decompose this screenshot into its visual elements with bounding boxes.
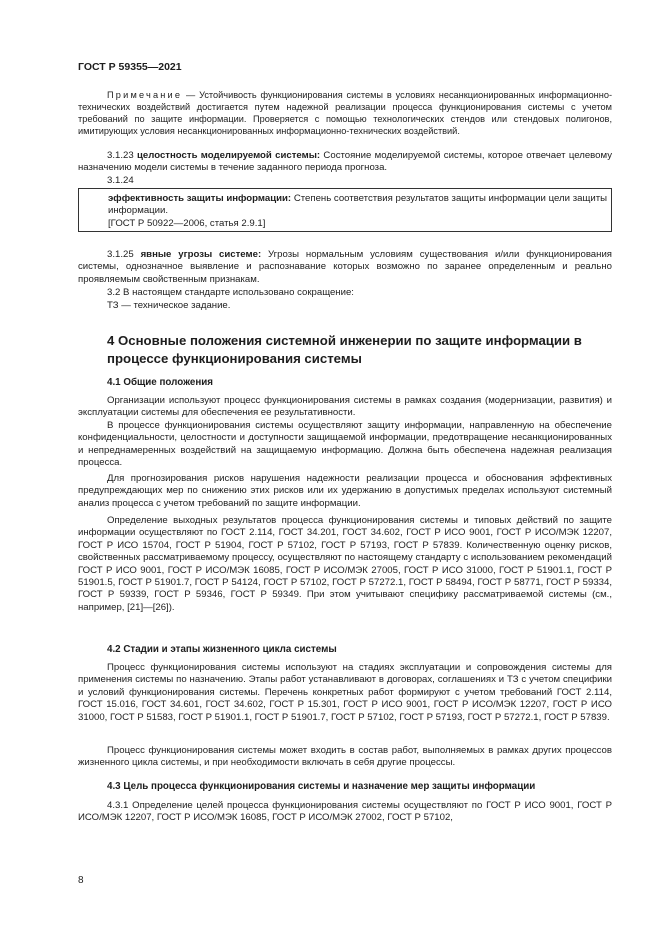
paragraph: Процесс функционирования системы может входить в состав работ, выполняемых в рамках других процессов жизненного цикла системы, и при необходимости включать в себя другие процессы.: [78, 745, 612, 769]
definition-text: Угрозы нормальным условиям существования и/или функционирования системы, однозначное выявление и распознавание которых возможно по заранее определенным и реально проявляемым свойственным признакам.: [78, 249, 612, 285]
section-4-2-heading: 4.2 Стадии и этапы жизненного цикла системы: [107, 644, 337, 655]
abbreviation-item: ТЗ — техническое задание.: [107, 300, 231, 311]
paragraph: Определение выходных результатов процесса функционирования системы и типовых действий по защите информации осуществляют по ГОСТ 2.114, ГОСТ 34.201, ГОСТ 34.602, ГОСТ Р ИСО 9001, ГОСТ Р ИСО/МЭК 12207, ГОСТ Р ИСО 15704, ГОСТ Р 51904, ГОСТ Р 57102, ГОСТ Р 57193, ГОСТ Р 57839. Количественную оценку рисков, свойственных рассматриваемому процессу, осуществляют по настоящему стандарту с использованием рекомендаций ГОСТ Р ИСО 9001, ГОСТ Р ИСО/МЭК 16085, ГОСТ Р ИСО/МЭК 27005, ГОСТ Р ИСО 31000, ГОСТ Р 51901.1, ГОСТ Р 51901.5, ГОСТ Р 51901.7, ГОСТ Р 54124, ГОСТ Р 57102, ГОСТ Р 57272.1, ГОСТ Р 58494, ГОСТ Р 58771, ГОСТ Р 59334, ГОСТ Р 59339, ГОСТ Р 59346, ГОСТ Р 59349. При этом учитывают специфику рассматриваемой системы (см., например, [21]—[26]).: [78, 515, 612, 613]
definition-text: Степень соответствия результатов защиты информации цели защиты информации.: [108, 193, 607, 217]
paragraph: 4.3.1 Определение целей процесса функционирования системы осуществляют по ГОСТ Р ИСО 9001, ГОСТ Р ИСО/МЭК 12207, ГОСТ Р ИСО/МЭК 16085, ГОСТ Р ИСО/МЭК 27002, ГОСТ Р 57102,: [78, 800, 612, 824]
definition-3-1-25: [78, 249, 612, 286]
paragraph: Организации используют процесс функционирования системы в рамках создания (модернизации, развития) и эксплуатации системы для обеспечения ее результативности.: [78, 395, 612, 419]
definition-text: Состояние моделируемой системы, которое отвечает целевому назначению модели системы в течение заданного периода прогноза.: [78, 150, 613, 174]
standard-header: ГОСТ Р 59355—2021: [78, 61, 182, 73]
section-4-1-heading: 4.1 Общие положения: [107, 377, 214, 388]
definition-3-1-24: [108, 193, 607, 218]
clause-number: 3.1.23: [107, 150, 134, 161]
abbreviation-intro: 3.2 В настоящем стандарте использовано сокращение:: [107, 287, 354, 298]
clause-number-3-1-24: 3.1.24: [107, 175, 134, 186]
page-number: 8: [78, 875, 84, 886]
paragraph: Для прогнозирования рисков нарушения надежности реализации процесса и обоснования эффективных предупреждающих мер по снижению этих рисков или их удержанию в допустимых пределах используют системный анализ процесса с учетом требований по защите информации.: [78, 473, 612, 509]
definition-reference: [ГОСТ Р 50922—2006, статья 2.9.1]: [108, 217, 266, 229]
note-label: Примечание: [107, 90, 183, 100]
clause-number: 3.1.25: [107, 249, 134, 260]
definition-box-3-1-24: [78, 188, 612, 232]
paragraph: В процессе функционирования системы осуществляют защиту информации, направленную на обеспечение конфиденциальности, целостности и доступности защищаемой информации, предотвращение несанкционированных и непреднамеренных воздействий на защищаемую информацию. Должна быть обеспечена надежная реализация процесса.: [78, 420, 612, 469]
definition-3-1-23: [78, 150, 612, 175]
term: эффективность защиты информации:: [108, 193, 292, 204]
section-4-heading: 4 Основные положения системной инженерии по защите информации в процессе функционирования системы: [107, 333, 582, 366]
section-4-3-heading: 4.3 Цель процесса функционирования системы и назначение мер защиты информации: [107, 781, 536, 792]
term: явные угрозы системе:: [140, 249, 262, 260]
note-paragraph: [78, 89, 612, 137]
note-text: — Устойчивость функционирования системы в условиях несанкционированных информационно-технических воздействий достигается путем надежной реализации процесса функционирования системы с учетом требований по защите информации. Проверяется с помощью технологических стендов или стендовых полигонов, имитирующих условия несанкционированных информационно-технических воздействий.: [78, 90, 612, 137]
term: целостность моделируемой системы:: [137, 150, 321, 161]
paragraph: Процесс функционирования системы используют на стадиях эксплуатации и сопровождения системы для применения системы по назначению. Этапы работ устанавливают в договорах, соглашениях и ТЗ с учетом специфики и условий функционирования системы. Перечень конкретных работ формируют с учетом требований ГОСТ 2.114, ГОСТ 15.016, ГОСТ 34.601, ГОСТ 34.602, ГОСТ Р 15.301, ГОСТ Р ИСО 9001, ГОСТ Р ИСО/МЭК 12207, ГОСТ Р ИСО 31000, ГОСТ Р 51583, ГОСТ Р 51901.1, ГОСТ Р 51901.7, ГОСТ Р 57102, ГОСТ Р 57193, ГОСТ Р 57272.1, ГОСТ Р 57839.: [78, 662, 612, 723]
